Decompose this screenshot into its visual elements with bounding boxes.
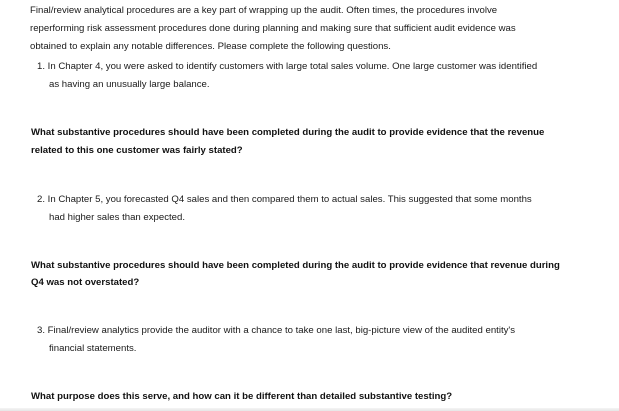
item-3-line-2: financial statements.	[49, 343, 137, 354]
item-2-line-2: had higher sales than expected.	[49, 212, 186, 223]
question-1-line-1: What substantive procedures should have been completed during the audit to provide evidence that the revenue	[31, 127, 545, 138]
question-1-line-2: related to this one customer was fairly stated?	[31, 145, 243, 156]
question-2-line-1: What substantive procedures should have been completed during the audit to provide evidence that revenue during	[31, 260, 560, 271]
intro-line-2: reperforming risk assessment procedures done during planning and making sure that sufficient audit evidence was	[30, 23, 516, 34]
item-2-line-1: 2. In Chapter 5, you forecasted Q4 sales and then compared them to actual sales. This suggested that some months	[37, 194, 532, 205]
item-3-line-1: 3. Final/review analytics provide the auditor with a chance to take one last, big-picture view of the audited entity's	[37, 325, 516, 336]
question-3-line-1: What purpose does this serve, and how can it be different than detailed substantive testing?	[31, 391, 453, 402]
intro-line-1: Final/review analytical procedures are a key part of wrapping up the audit. Often times, the procedures involve	[30, 5, 498, 16]
question-2-line-2: Q4 was not overstated?	[31, 277, 140, 288]
item-1-line-1: 1. In Chapter 4, you were asked to identify customers with large total sales volume. One large customer was identified	[37, 61, 538, 72]
item-1-line-2: as having an unusually large balance.	[49, 79, 210, 90]
intro-line-3: obtained to explain any notable differences. Please complete the following questions.	[30, 41, 391, 52]
